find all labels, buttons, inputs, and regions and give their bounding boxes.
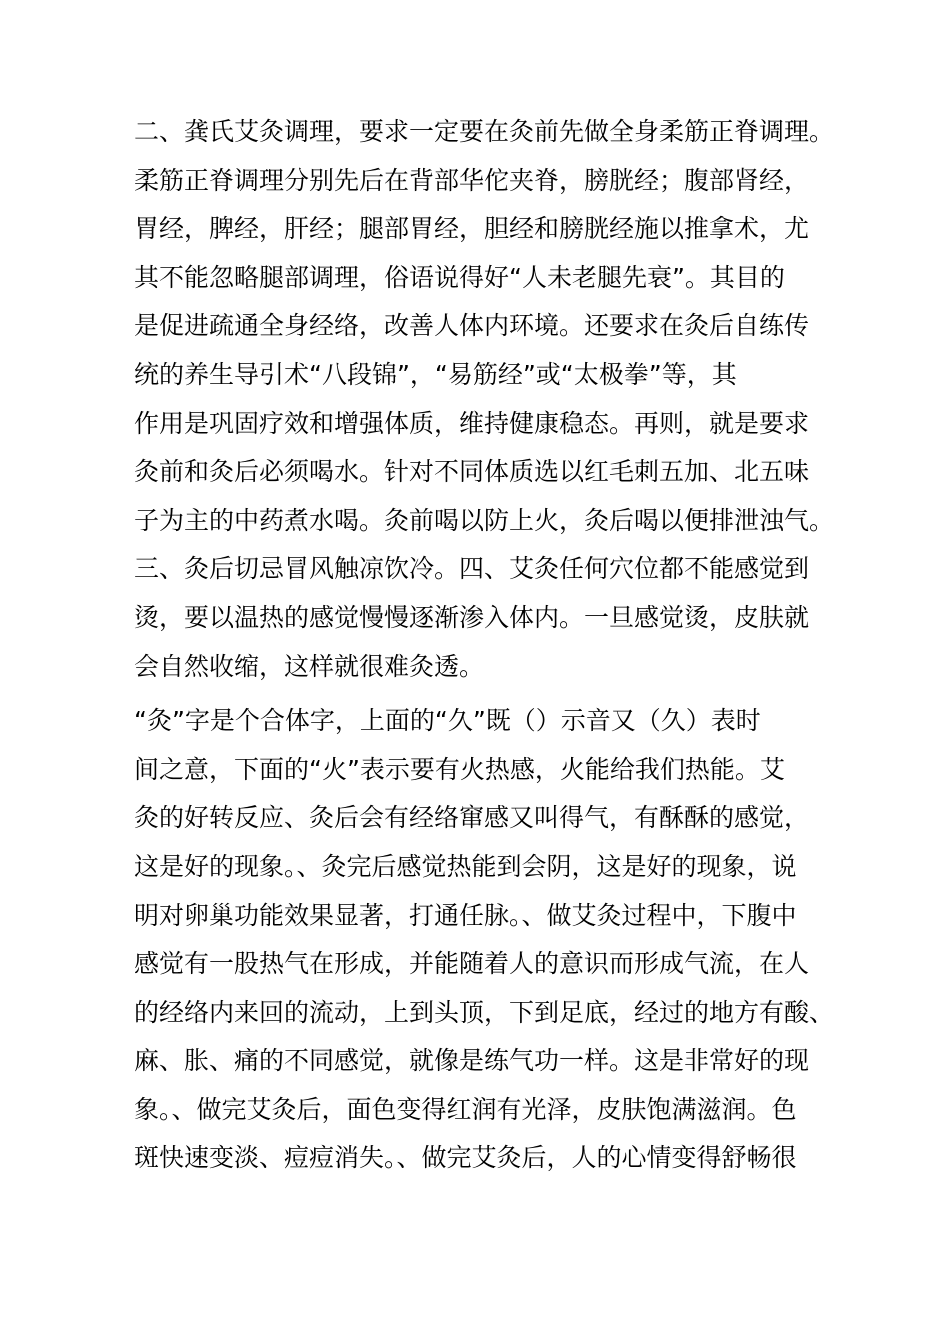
- text-line: 三、灸后切忌冒风触凉饮冷。四、艾灸任何穴位都不能感觉到: [134, 554, 810, 584]
- text-line: 会自然收缩，这样就很难灸透。: [134, 651, 485, 681]
- text-line: 象。、做完艾灸后，面色变得红润有光泽，皮肤饱满滋润。色: [134, 1094, 797, 1124]
- text-line: “灸”字是个合体字，上面的“久”既（）示音又（久）表时: [134, 706, 761, 736]
- text-line: 灸前和灸后必须喝水。针对不同体质选以红毛刺五加、北五味: [134, 457, 810, 487]
- text-line: 斑快速变淡、痘痘消失。、做完艾灸后，人的心情变得舒畅很: [134, 1143, 797, 1173]
- paragraph-2: [134, 697, 854, 1183]
- text-line: 这是好的现象。、灸完后感觉热能到会阴，这是好的现象，说: [134, 851, 797, 881]
- document-body: [134, 108, 854, 1183]
- text-line: 统的养生导引术“八段锦”，“易筋经”或“太极拳”等，其: [134, 359, 737, 389]
- text-line: 是促进疏通全身经络，改善人体内环境。还要求在灸后自练传: [134, 311, 810, 341]
- text-line: 其不能忽略腿部调理，俗语说得好“人未老腿先衰”。其目的: [134, 262, 785, 292]
- text-line: 烫，要以温热的感觉慢慢逐渐渗入体内。一旦感觉烫，皮肤就: [134, 602, 810, 632]
- text-line: 灸的好转反应、灸后会有经络窜感又叫得气，有酥酥的感觉，: [134, 803, 810, 833]
- text-line: 子为主的中药煮水喝。灸前喝以防上火，灸后喝以便排泄浊气。: [134, 505, 835, 535]
- text-line: 作用是巩固疗效和增强体质，维持健康稳态。再则，就是要求: [134, 408, 810, 438]
- text-line: 胃经，脾经，肝经；腿部胃经，胆经和膀胱经施以推拿术，尤: [134, 214, 810, 244]
- paragraph-1: [134, 108, 854, 691]
- text-line: 间之意，下面的“火”表示要有火热感，火能给我们热能。艾: [134, 754, 785, 784]
- text-line: 二、龚氏艾灸调理，要求一定要在灸前先做全身柔筋正脊调理。: [134, 117, 835, 146]
- text-line: 麻、胀、痛的不同感觉，就像是练气功一样。这是非常好的现: [134, 1046, 810, 1076]
- text-line: 明对卵巢功能效果显著，打通任脉。、做艾灸过程中，下腹中: [134, 900, 797, 930]
- text-line: 柔筋正脊调理分别先后在背部华佗夹脊，膀胱经；腹部肾经，: [134, 165, 810, 195]
- text-line: 感觉有一股热气在形成，并能随着人的意识而形成气流，在人: [134, 949, 810, 979]
- text-line: 的经络内来回的流动，上到头顶，下到足底，经过的地方有酸、: [134, 997, 835, 1027]
